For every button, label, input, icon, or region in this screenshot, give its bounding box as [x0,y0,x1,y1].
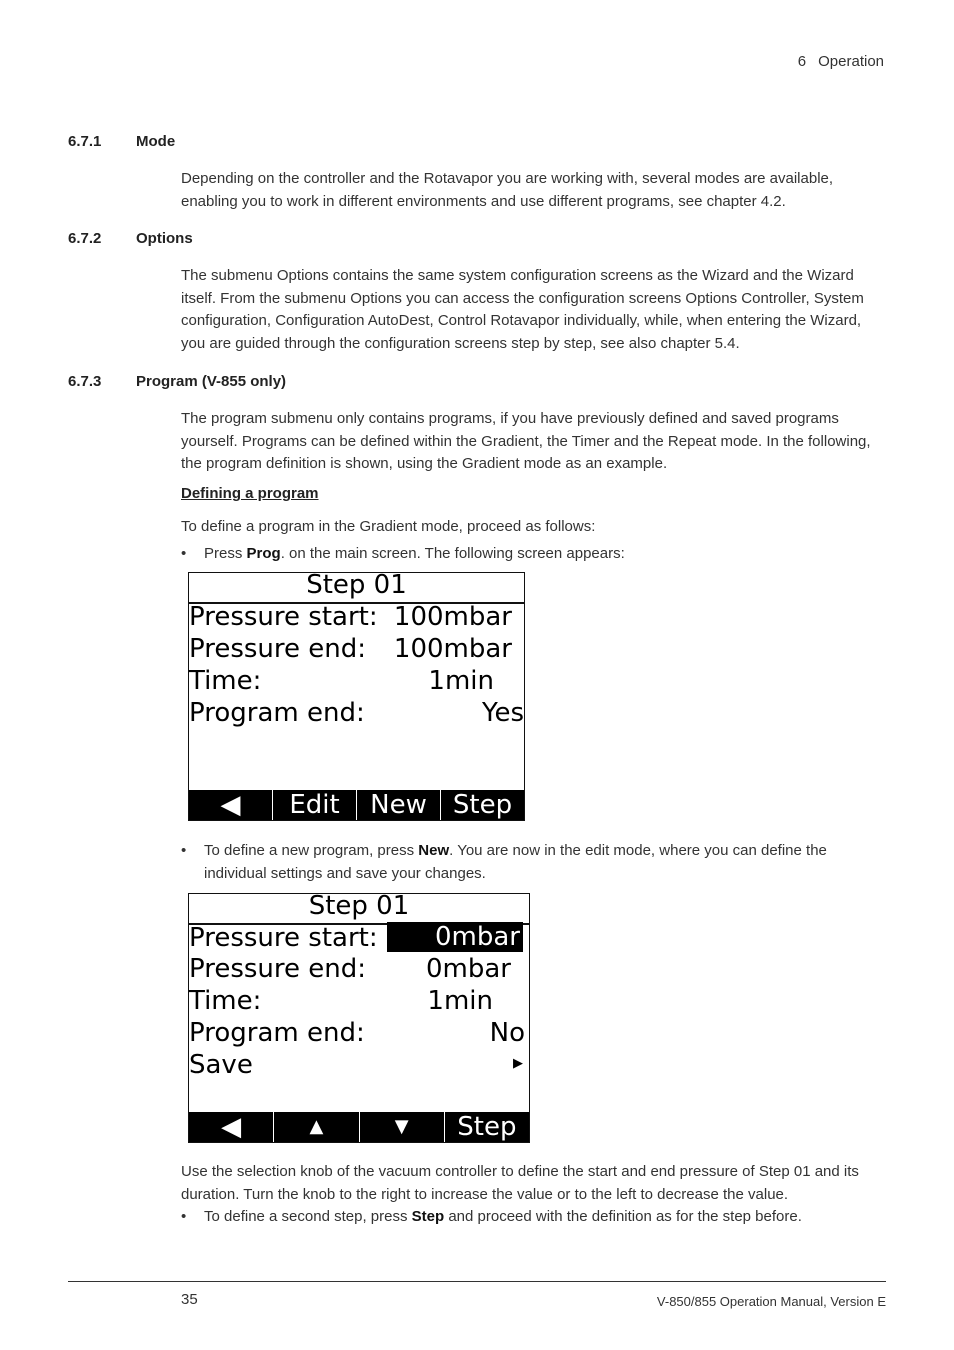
running-header [798,53,884,70]
bullet-prog: • Press Prog. on the main screen. The following screen appears: [181,543,887,566]
lcd-label-pressure-end: Pressure end: [189,954,367,984]
softkey-step[interactable]: Step [444,1112,529,1142]
bullet-step: • To define a second step, press Step and proceed with the definition as for the step before. [181,1206,887,1229]
chapter-title: Operation [818,53,884,70]
new-key-ref: New [418,842,450,859]
softkey-up-icon[interactable]: ▲ [273,1112,358,1142]
defining-program-heading: Defining a program [181,485,319,502]
intro-text: To define a program in the Gradient mode, proceed as follows: [181,518,596,535]
softkey-down-icon[interactable]: ▼ [359,1112,444,1142]
section-number: 6.7.1 [68,133,102,150]
softkey-edit[interactable]: Edit [272,790,356,820]
lcd-value-program-end: No [489,1018,525,1048]
bullet-dot: • [181,545,187,562]
lcd-title: Step 01 [308,891,410,921]
lcd-screen-step-view [188,572,525,821]
save-arrow-icon[interactable]: ▶ [513,1056,523,1071]
section-title: Program (V-855 only) [136,373,287,390]
bullet-new: • To define a new program, press New. You are now in the edit mode, where you can define the individual settings and save your changes. [181,842,827,882]
section-title: Options [136,230,193,247]
section-text: The submenu Options contains the same system configuration screens as the Wizard and the Wizard itself. From the submenu Options you can access the configuration screens Options Controller, System configuration, Configuration AutoDest, Control Rotavapor individually, while, when entering the Wizard, you are guided through the configuration screens step by step, see also chapter 5.4. [181,267,864,352]
lcd-softkey-bar [189,790,524,820]
lcd-label-save: Save [189,1050,253,1080]
softkey-new[interactable]: New [356,790,440,820]
manual-title: V-850/855 Operation Manual, Version E [656,1294,886,1309]
lcd-value-pressure-end: 100mbar [393,634,512,664]
page-number: 35 [181,1291,198,1308]
section-text: Depending on the controller and the Rotavapor you are working with, several modes are available, enabling you to work in different environments and use different programs, see chapter 4.2. [181,170,834,210]
lcd-value-pressure-start-selected[interactable]: 0mbar [387,922,523,952]
lcd-label-program-end: Program end: [189,1018,365,1048]
lcd-label-pressure-start: Pressure start: [189,923,378,953]
lcd-screen-edit-mode [188,893,530,1143]
lcd-label-pressure-start: Pressure start: [189,602,378,632]
softkey-back-icon[interactable]: ◀ [220,790,241,820]
section-number: 6.7.3 [68,373,102,390]
lcd-label-program-end: Program end: [189,698,365,728]
lcd-value-pressure-start: 100mbar [393,602,512,632]
lcd-softkey-bar [189,1112,529,1142]
lcd-label-time: Time: [189,666,262,696]
knob-instructions: Use the selection knob of the vacuum controller to define the start and end pressure of Step 01 and its duration. Turn the knob to the right to increase the value or to the left to decrease the value. [181,1163,859,1203]
lcd-value-pressure-end: 0mbar [426,954,511,984]
lcd-label-time: Time: [189,986,262,1016]
footer-rule [68,1281,886,1282]
lcd-value-time: 1min [427,986,493,1016]
bullet-dot: • [181,842,187,859]
lcd-title: Step 01 [306,570,407,600]
softkey-back-icon[interactable]: ◀ [221,1112,242,1142]
step-key-ref: Step [411,1208,445,1225]
softkey-step[interactable]: Step [440,790,524,820]
lcd-label-pressure-end: Pressure end: [189,634,367,664]
lcd-value-program-end: Yes [482,698,524,728]
section-number: 6.7.2 [68,230,102,247]
chapter-number: 6 [797,53,807,70]
section-text: The program submenu only contains programs, if you have previously defined and saved programs yourself. Programs can be defined within the Gradient, the Timer and the Repeat mode. In the following, the program definition is shown, using the Gradient mode as an example. [181,410,871,472]
lcd-value-time: 1min [428,666,494,696]
bullet-dot: • [181,1208,187,1225]
section-title: Mode [136,133,176,150]
prog-key-ref: Prog [246,545,281,562]
